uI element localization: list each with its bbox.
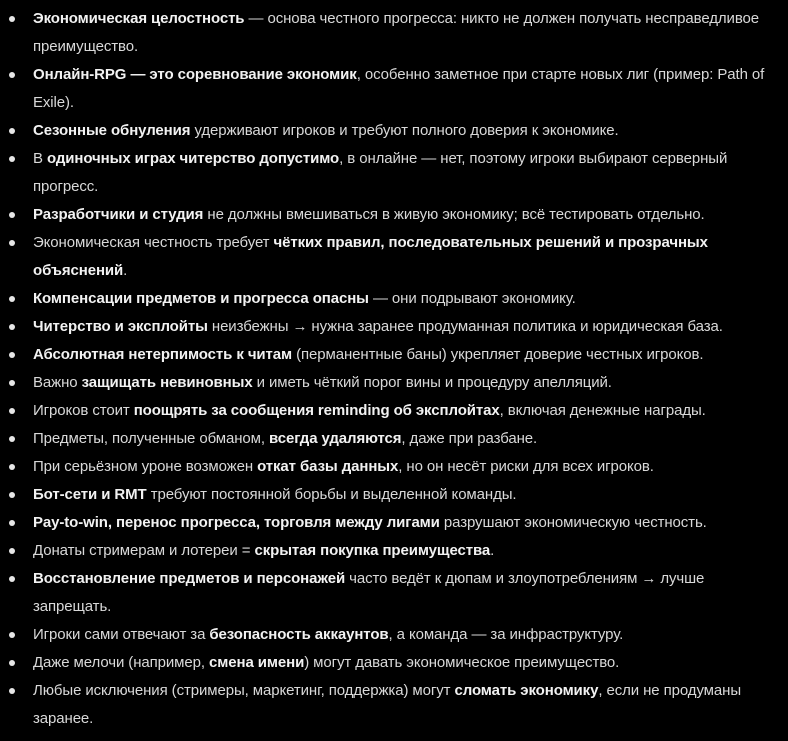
text: — основа честного прогресса: никто не должен получать несправедливое преимущество. [33, 10, 760, 55]
bullet-dot-icon [9, 632, 15, 638]
text: Донаты стримерам и лотереи = [33, 542, 255, 559]
bullet-dot-icon [9, 548, 15, 554]
list-item [0, 61, 778, 117]
text: , включая денежные награды. [499, 402, 706, 419]
bullet-dot-icon [9, 408, 15, 414]
text: разрушают экономическую честность. [439, 514, 707, 531]
list-item [0, 537, 778, 565]
text: Игроков стоит [33, 402, 134, 419]
list-item [0, 341, 778, 369]
bullet-dot-icon [9, 128, 15, 134]
bold-text: сломать экономику [454, 682, 599, 699]
bullet-dot-icon [9, 156, 15, 162]
text: , если не продуманы заранее. [33, 682, 741, 727]
bullet-dot-icon [9, 212, 15, 218]
text: ) могут давать экономическое преимущество. [304, 654, 620, 671]
bold-text: одиночных играх читерство допустимо [46, 150, 340, 167]
text: Даже мелочи (например, [33, 654, 209, 671]
list-item [0, 425, 778, 453]
text: . [123, 262, 128, 279]
list-item [0, 229, 778, 285]
list-item [0, 397, 778, 425]
bold-text: Онлайн-RPG — это соревнование экономик [33, 66, 357, 83]
list-item [0, 565, 778, 621]
list-item [0, 677, 778, 733]
text: требуют постоянной борьбы и выделенной команды. [146, 486, 517, 503]
text: часто ведёт к дюпам и злоупотреблениям → лучше запрещать. [33, 570, 705, 615]
text: Любые исключения (стримеры, маркетинг, поддержка) могут [33, 682, 455, 699]
list-item [0, 117, 778, 145]
text: удерживают игроков и требуют полного доверия к экономике. [190, 122, 619, 139]
list-item [0, 5, 778, 61]
bold-text: Pay-to-win, перенос прогресса, торговля между лигами [33, 514, 440, 531]
text: , но он несёт риски для всех игроков. [398, 458, 654, 475]
bold-text: Бот-сети и RMT [33, 486, 147, 503]
bullet-dot-icon [9, 380, 15, 386]
list-item [0, 201, 778, 229]
text: не должны вмешиваться в живую экономику; всё тестировать отдельно. [203, 206, 705, 223]
bold-text: чётких правил, последовательных решений и прозрачных объяснений [33, 234, 708, 279]
text: Экономическая честность требует [33, 234, 274, 251]
text: Игроки сами отвечают за [33, 626, 210, 643]
text: , а команда — за инфраструктуру. [388, 626, 624, 643]
bullet-dot-icon [9, 240, 15, 246]
bullet-dot-icon [9, 520, 15, 526]
text: . [490, 542, 495, 559]
bold-text: Сезонные обнуления [33, 122, 191, 139]
bold-text: Восстановление предметов и персонажей [33, 570, 346, 587]
bullet-dot-icon [9, 436, 15, 442]
bold-text: всегда удаляются [268, 430, 402, 447]
bold-text: скрытая покупка преимущества [254, 542, 491, 559]
bold-text: откат базы данных [257, 458, 399, 475]
bold-text: защищать невиновных [81, 374, 253, 391]
list-item [0, 453, 778, 481]
text: Предметы, полученные обманом, [33, 430, 269, 447]
list-item [0, 313, 778, 341]
bullet-dot-icon [9, 324, 15, 330]
bold-text: поощрять за сообщения reminding об эксплойтах [133, 402, 500, 419]
list-item [0, 481, 778, 509]
bullet-dot-icon [9, 296, 15, 302]
bullet-dot-icon [9, 16, 15, 22]
list-item [0, 285, 778, 313]
bullet-dot-icon [9, 576, 15, 582]
bullet-dot-icon [9, 464, 15, 470]
bullet-dot-icon [9, 688, 15, 694]
text: Важно [33, 374, 82, 391]
text: неизбежны → нужна заранее продуманная политика и юридическая база. [207, 318, 723, 335]
list-item [0, 145, 778, 201]
text: — они подрывают экономику. [368, 290, 576, 307]
bold-text: Компенсации предметов и прогресса опасны [33, 290, 369, 307]
bullet-dot-icon [9, 660, 15, 666]
text: (перманентные баны) укрепляет доверие честных игроков. [292, 346, 704, 363]
bullet-dot-icon [9, 72, 15, 78]
bullet-dot-icon [9, 492, 15, 498]
text: и иметь чёткий порог вины и процедуру апелляций. [252, 374, 612, 391]
text: При серьёзном уроне возможен [33, 458, 258, 475]
text: , даже при разбане. [401, 430, 538, 447]
list-item [0, 369, 778, 397]
text: В [33, 150, 47, 167]
bold-text: Читерство и эксплойты [33, 318, 208, 335]
bold-text: Экономическая целостность [33, 10, 245, 27]
bold-text: смена имени [209, 654, 305, 671]
bold-text: Разработчики и студия [33, 206, 204, 223]
list-item [0, 621, 778, 649]
bullet-dot-icon [9, 352, 15, 358]
list-item [0, 649, 778, 677]
bold-text: безопасность аккаунтов [209, 626, 389, 643]
text: , в онлайне — нет, поэтому игроки выбирают серверный прогресс. [33, 150, 728, 195]
list-item [0, 509, 778, 537]
text: , особенно заметное при старте новых лиг (пример: Path of Exile). [33, 66, 765, 111]
bold-text: Абсолютная нетерпимость к читам [33, 346, 293, 363]
